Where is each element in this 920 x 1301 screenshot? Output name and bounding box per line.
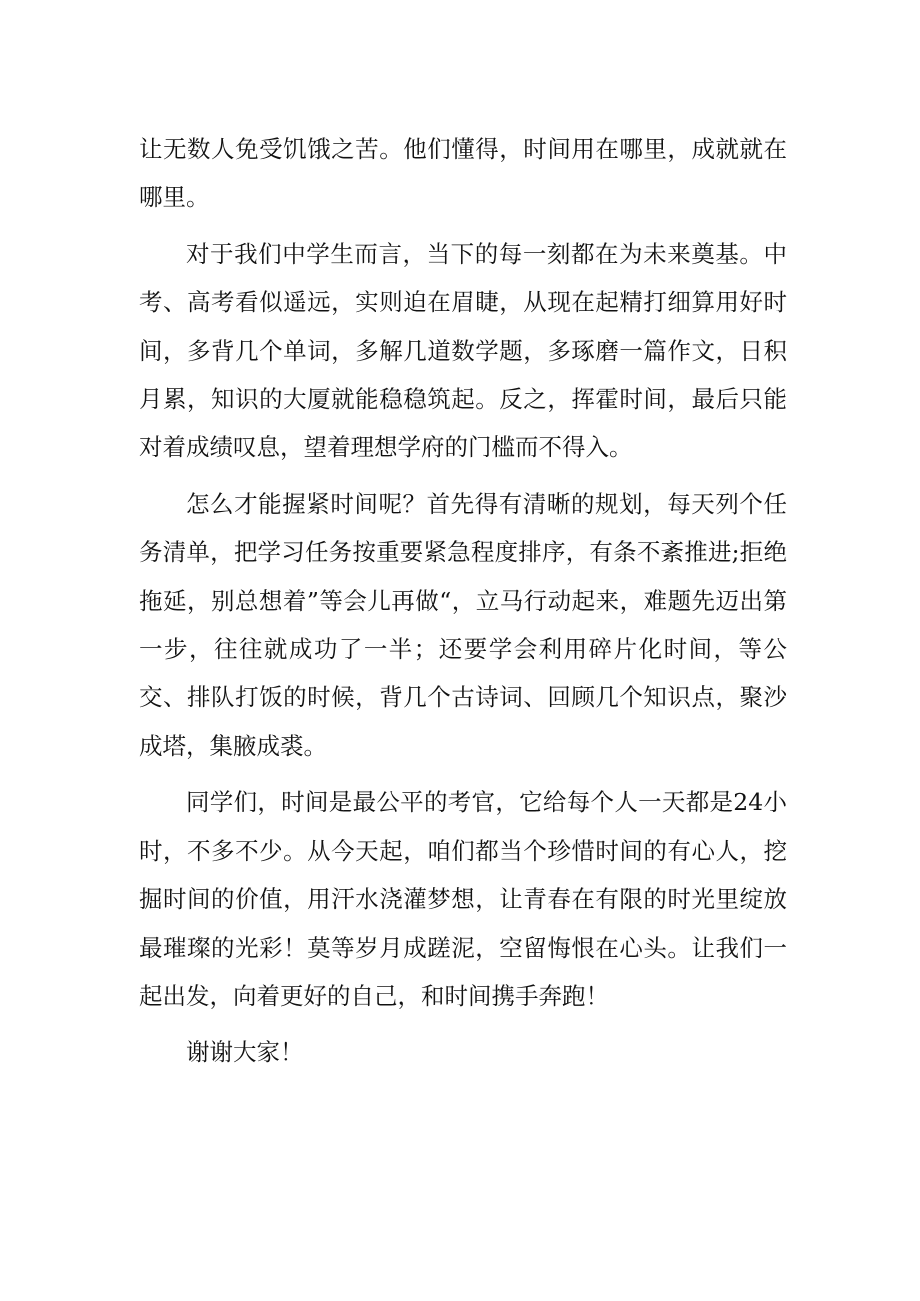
paragraph-middle-school-students: 对于我们中学生而言，当下的每一刻都在为未来奠基。中考、高考看似遥远，实则迫在眉睫，从现在起精打细算用好时间，多背几个单词，多解几道数学题，多琢磨一篇作文，日积月累，知识的大厦就能稳稳筑起。反之，挥霍时间，最后只能对着成绩叹息，望着理想学府的门槛而不得入。: [139, 239, 787, 462]
paragraph-closing-thanks: 谢谢大家！: [186, 1038, 304, 1067]
paragraph-how-to-grasp-time: 怎么才能握紧时间呢？首先得有清晰的规划，每天列个任务清单，把学习任务按重要紧急程度排序，有条不紊推进;拒绝拖延，别总想着”等会儿再做“，立马行动起来，难题先迈出第一步，往往就成功了一半；还要学会利用碎片化时间，等公交、排队打饭的时候，背几个古诗词、回顾几个知识点，聚沙成塔，集腋成裘。: [139, 489, 787, 760]
speech-body: [139, 125, 787, 1085]
paragraph-continuation: 让无数人免受饥饿之苦。他们懂得，时间用在哪里，成就就在哪里。: [139, 135, 787, 212]
paragraph-call-to-action: 同学们，时间是最公平的考官，它给每个人一天都是24小时，不多不少。从今天起，咱们都当个珍惜时间的有心人，挖掘时间的价值，用汗水浇灌梦想，让青春在有限的时光里绽放最璀璨的光彩！莫等岁月成蹉泥，空留悔恨在心头。让我们一起出发，向着更好的自己，和时间携手奔跑！: [139, 788, 787, 1010]
